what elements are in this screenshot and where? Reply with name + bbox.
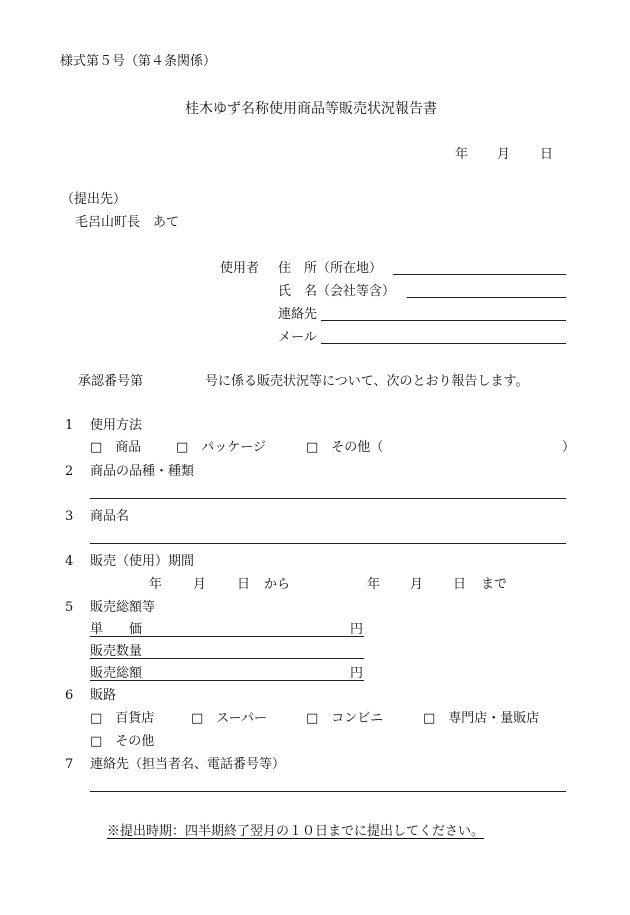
date-month-label: 月 xyxy=(497,147,511,162)
contact-label: 連絡先 xyxy=(278,307,318,322)
usage-option-product[interactable]: □ 商品 xyxy=(90,440,142,455)
period-to-year: 年 xyxy=(367,577,381,592)
date-day-label: 日 xyxy=(540,147,554,162)
section-2-title: 商品の品種・種類 xyxy=(90,464,195,479)
channel-option-supermarket[interactable]: □ スーパー xyxy=(191,711,267,726)
channel-option-convenience-store[interactable]: □ コンビニ xyxy=(306,711,384,726)
quantity-field[interactable] xyxy=(90,658,364,659)
section-7-title: 連絡先（担当者名、電話番号等） xyxy=(90,757,286,772)
section-1-title: 使用方法 xyxy=(90,418,143,433)
period-from-day: 日 xyxy=(237,577,251,592)
address-label: 住 所（所在地） xyxy=(278,261,383,276)
email-label: メール xyxy=(278,330,317,345)
section-4-title: 販売（使用）期間 xyxy=(90,554,195,569)
section-7-number: 7 xyxy=(65,757,74,772)
contact-field[interactable] xyxy=(321,320,566,321)
section-3-number: 3 xyxy=(65,509,74,524)
name-label: 氏 名（会社等含） xyxy=(278,284,396,299)
usage-option-package[interactable]: □ パッケージ xyxy=(176,440,267,455)
user-label: 使用者 xyxy=(220,261,260,276)
section-6-title: 販路 xyxy=(90,688,117,703)
total-field[interactable] xyxy=(90,680,364,681)
address-field[interactable] xyxy=(393,274,566,275)
period-to-label: まで xyxy=(481,577,508,592)
period-from-year: 年 xyxy=(149,577,163,592)
channel-option-specialty-store[interactable]: □ 専門店・量販店 xyxy=(423,711,540,726)
unit-price-yen: 円 xyxy=(350,622,364,637)
channel-option-department-store[interactable]: □ 百貨店 xyxy=(90,711,155,726)
usage-other-close-paren: ） xyxy=(562,440,576,455)
section-5-title: 販売総額等 xyxy=(90,600,156,615)
period-to-day: 日 xyxy=(453,577,467,592)
period-from-label: から xyxy=(264,577,291,592)
total-yen: 円 xyxy=(350,666,364,681)
form-number: 様式第５号（第４条関係） xyxy=(60,54,217,69)
section-1-number: 1 xyxy=(65,418,74,433)
period-to-month: 月 xyxy=(410,577,424,592)
approval-number-prefix: 承認番号第 xyxy=(78,374,144,389)
section-5-number: 5 xyxy=(65,600,74,615)
section-3-title: 商品名 xyxy=(90,509,130,524)
contact-person-field[interactable] xyxy=(90,791,566,792)
approval-number-suffix: 号に係る販売状況等について、次のとおり報告します。 xyxy=(205,374,529,389)
total-label: 販売総額 xyxy=(90,666,143,681)
quantity-label: 販売数量 xyxy=(90,644,143,659)
document-title: 桂木ゆず名称使用商品等販売状況報告書 xyxy=(185,101,437,117)
name-field[interactable] xyxy=(407,297,566,298)
unit-price-label: 単 価 xyxy=(90,622,143,637)
usage-option-other[interactable]: □ その他（ xyxy=(306,440,384,455)
recipient-label: （提出先） xyxy=(61,192,127,207)
section-4-number: 4 xyxy=(65,554,74,569)
product-variety-field[interactable] xyxy=(90,498,566,499)
section-6-number: 6 xyxy=(65,688,74,703)
section-2-number: 2 xyxy=(65,464,74,479)
period-from-month: 月 xyxy=(193,577,207,592)
unit-price-field[interactable] xyxy=(90,636,364,637)
product-name-field[interactable] xyxy=(90,543,566,544)
recipient-name: 毛呂山町長 あて xyxy=(75,215,180,230)
submission-deadline-note: ※提出時期：四半期終了翌月の１０日までに提出してください。 xyxy=(107,824,485,839)
date-year-label: 年 xyxy=(455,147,469,162)
channel-option-other[interactable]: □ その他 xyxy=(90,734,155,749)
email-field[interactable] xyxy=(321,343,566,344)
